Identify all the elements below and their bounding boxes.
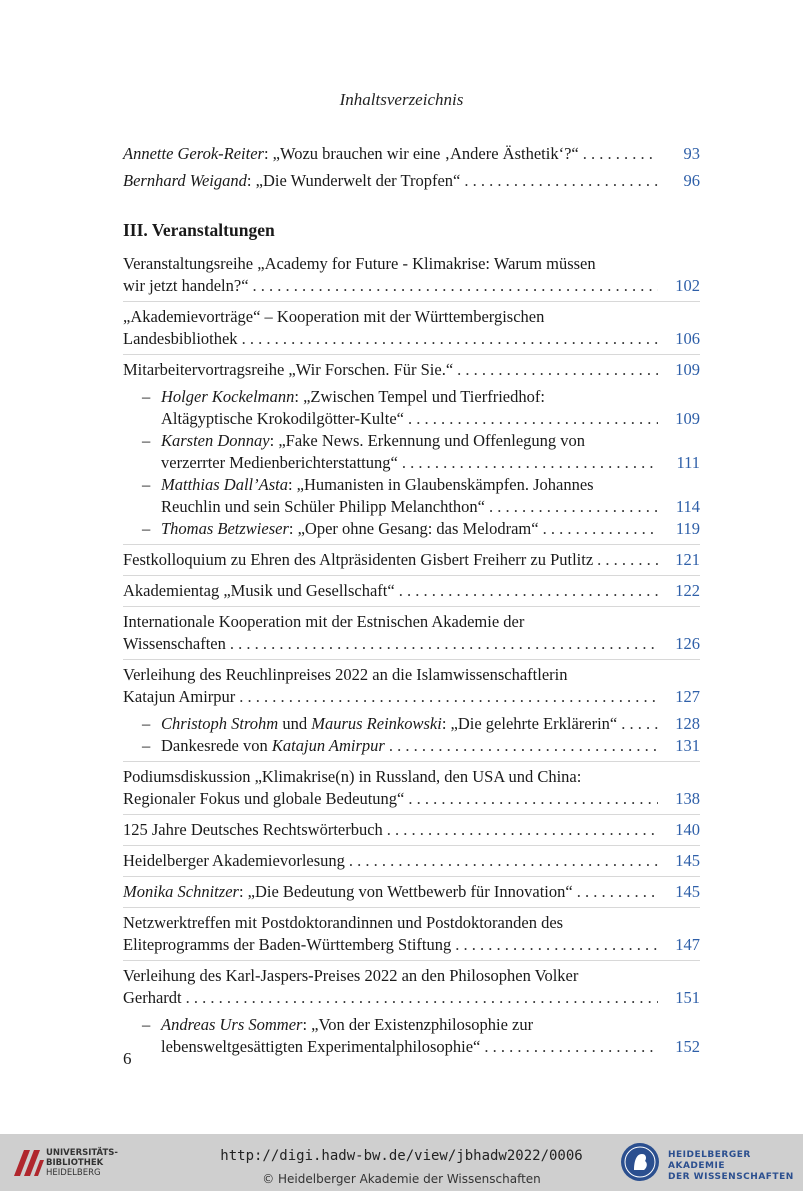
divider — [123, 659, 700, 660]
author-name: Holger Kockelmann — [161, 387, 295, 406]
hadw-seal-icon — [620, 1142, 660, 1182]
page-link[interactable]: 111 — [676, 453, 700, 472]
author-name: Monika Schnitzer — [123, 882, 239, 901]
page-link[interactable]: 127 — [675, 687, 700, 706]
ub-heidelberg-name: UNIVERSITÄTS- BIBLIOTHEK HEIDELBERG — [46, 1148, 118, 1178]
divider — [123, 354, 700, 355]
page-header: Inhaltsverzeichnis — [339, 90, 464, 109]
author-name: Maurus Reinkowski — [311, 714, 442, 733]
page-link[interactable]: 140 — [675, 820, 700, 839]
toc-subentry[interactable]: – Dankesrede von Katajun Amirpur . . . 131 — [123, 735, 700, 757]
copyright-notice: © Heidelberger Akademie der Wissenschaften — [262, 1172, 541, 1186]
divider — [123, 575, 700, 576]
toc-subentry[interactable]: – Karsten Donnay: „Fake News. Erkennung und Offenlegung von verzerrter Medienberichterstattung“ . . . 111 — [123, 430, 700, 474]
page-number: 6 — [123, 1049, 132, 1068]
page-link[interactable]: 147 — [675, 935, 700, 954]
page-link[interactable]: 151 — [675, 988, 700, 1007]
page-link[interactable]: 128 — [675, 714, 700, 733]
toc-entry[interactable]: „Akademievorträge“ – Kooperation mit der Württembergischen Landesbibliothek . . . 106 — [123, 306, 700, 350]
page-link[interactable]: 145 — [675, 851, 700, 870]
page-link[interactable]: 119 — [675, 519, 700, 538]
toc-entry[interactable]: Podiumsdiskussion „Klimakrise(n) in Russland, den USA und China: Regionaler Fokus und globale Bedeutung“ . . . 138 — [123, 766, 700, 810]
author-name: Thomas Betzwieser — [161, 519, 289, 538]
toc-entry[interactable]: Verleihung des Reuchlinpreises 2022 an die Islamwissenschaftlerin Katajun Amirpur . . . 127 — [123, 664, 700, 708]
page-link[interactable]: 93 — [683, 144, 700, 163]
table-of-contents — [123, 143, 700, 1058]
divider — [123, 814, 700, 815]
footer-bar — [0, 1134, 803, 1191]
author-name: Karsten Donnay — [161, 431, 270, 450]
dash-marker: – — [142, 475, 151, 494]
divider — [123, 907, 700, 908]
toc-entry[interactable]: Bernhard Weigand: „Die Wunderwelt der Tropfen“ . . . 96 — [123, 170, 700, 192]
toc-entry[interactable]: Verleihung des Karl-Jaspers-Preises 2022 an den Philosophen Volker Gerhardt . . . 151 — [123, 965, 700, 1009]
page-link[interactable]: 138 — [675, 789, 700, 808]
page-link[interactable]: 122 — [675, 581, 700, 600]
section-heading: III. Veranstaltungen — [123, 220, 275, 240]
divider — [123, 301, 700, 302]
dash-marker: – — [142, 736, 151, 755]
author-name: Matthias Dall’Asta — [161, 475, 288, 494]
toc-subentry[interactable]: – Matthias Dall’Asta: „Humanisten in Glaubenskämpfen. Johannes Reuchlin und sein Schüler Philipp Melanchthon“ . . . 114 — [123, 474, 700, 518]
divider — [123, 845, 700, 846]
dash-marker: – — [142, 1015, 151, 1034]
page-link[interactable]: 96 — [683, 171, 700, 190]
author-name: Christoph Strohm — [161, 714, 279, 733]
page-link[interactable]: 102 — [675, 276, 700, 295]
author-name: Katajun Amirpur — [271, 736, 385, 755]
page-link[interactable]: 131 — [675, 736, 700, 755]
toc-subentry[interactable]: – Christoph Strohm und Maurus Reinkowski: „Die gelehrte Erklärerin“ . . . 128 — [123, 713, 700, 735]
page-link[interactable]: 114 — [675, 497, 700, 516]
page-link[interactable]: 109 — [675, 409, 700, 428]
toc-subentry[interactable]: – Thomas Betzwieser: „Oper ohne Gesang: das Melodram“ . . . 119 — [123, 518, 700, 540]
toc-entry[interactable]: Mitarbeitervortragsreihe „Wir Forschen. Für Sie.“ . . . 109 — [123, 359, 700, 381]
divider — [123, 960, 700, 961]
toc-entry[interactable]: Annette Gerok-Reiter: „Wozu brauchen wir eine ‚Andere Ästhetik‘?“ . . . 93 — [123, 143, 700, 165]
dash-marker: – — [142, 387, 151, 406]
toc-subentry[interactable]: – Holger Kockelmann: „Zwischen Tempel und Tierfriedhof: Altägyptische Krokodilgötter-Kulte“ . . . 109 — [123, 386, 700, 430]
dash-marker: – — [142, 431, 151, 450]
dash-marker: – — [142, 519, 151, 538]
toc-entry[interactable]: Akademientag „Musik und Gesellschaft“ . . . 122 — [123, 580, 700, 602]
toc-entry[interactable]: Monika Schnitzer: „Die Bedeutung von Wettbewerb für Innovation“ . . . 145 — [123, 881, 700, 903]
toc-entry[interactable]: Festkolloquium zu Ehren des Altpräsidenten Gisbert Freiherr zu Putlitz . . . 121 — [123, 549, 700, 571]
hadw-name: HEIDELBERGER AKADEMIE DER WISSENSCHAFTEN — [668, 1150, 794, 1182]
toc-subentry[interactable]: – Andreas Urs Sommer: „Von der Existenzphilosophie zur lebensweltgesättigten Experimentalphilosophie“ . . . 152 — [123, 1014, 700, 1058]
author-name: Annette Gerok-Reiter — [123, 144, 264, 163]
toc-entry[interactable]: 125 Jahre Deutsches Rechtswörterbuch . . . 140 — [123, 819, 700, 841]
toc-entry[interactable]: Veranstaltungsreihe „Academy for Future - Klimakrise: Warum müssen wir jetzt handeln?“ . . . 102 — [123, 253, 700, 297]
toc-entry[interactable]: Netzwerktreffen mit Postdoktorandinnen und Postdoktoranden des Eliteprogramms der Baden-Württemberg Stiftung . . . 147 — [123, 912, 700, 956]
divider — [123, 761, 700, 762]
divider — [123, 876, 700, 877]
author-name: Andreas Urs Sommer — [161, 1015, 303, 1034]
page-link[interactable]: 126 — [675, 634, 700, 653]
page-link[interactable]: 106 — [675, 329, 700, 348]
page-link[interactable]: 145 — [675, 882, 700, 901]
permalink-url[interactable]: http://digi.hadw-bw.de/view/jbhadw2022/0006 — [220, 1148, 583, 1164]
page-link[interactable]: 109 — [675, 360, 700, 379]
divider — [123, 544, 700, 545]
author-name: Bernhard Weigand — [123, 171, 247, 190]
divider — [123, 606, 700, 607]
dash-marker: – — [142, 714, 151, 733]
toc-entry[interactable]: Heidelberger Akademievorlesung . . . 145 — [123, 850, 700, 872]
page-link[interactable]: 152 — [675, 1037, 700, 1056]
toc-entry[interactable]: Internationale Kooperation mit der Estnischen Akademie der Wissenschaften . . . 126 — [123, 611, 700, 655]
page-link[interactable]: 121 — [675, 550, 700, 569]
